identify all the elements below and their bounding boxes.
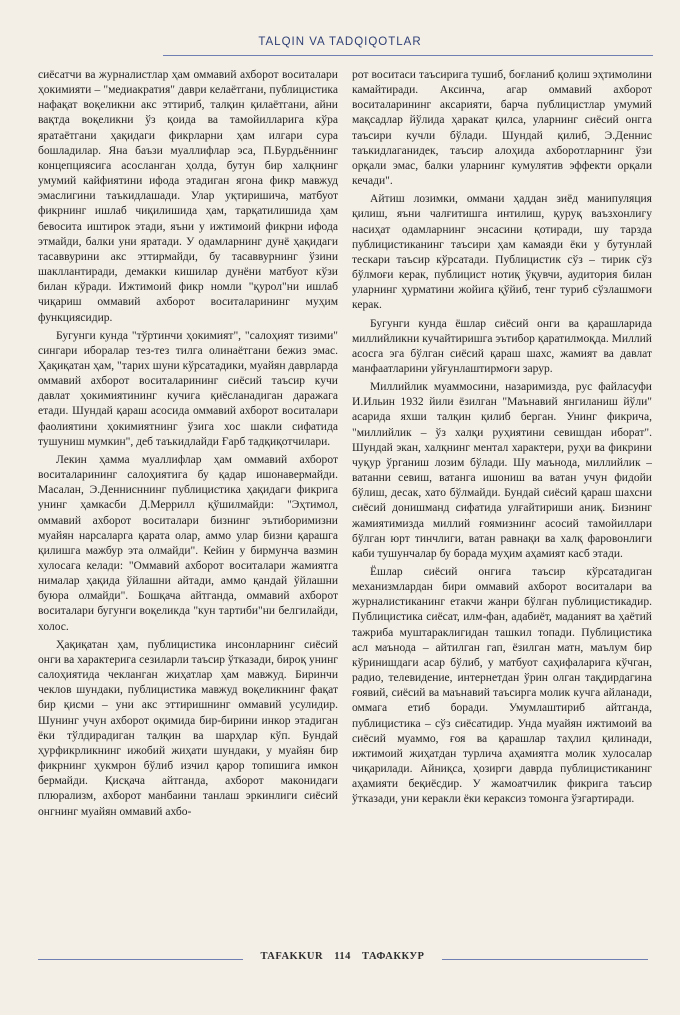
paragraph: Айтиш лозимки, оммани ҳаддан зиёд манипуляция қилиш, яъни чалғитишга интилиш, қуруқ ваъзхонлигу насиҳат одамларнинг энсасини қотиради, шу тарзда публицистиканинг таъсири ҳам камаяди ёки у бутунлай тескари таъсир кўрсатади. Публицистик сўз – тирик сўз бўлмоғи керак, публицист нотиқ ўқувчи, аудитория билан уларнинг ҳурматини жойига қўйиб, тенг туриб сўзлашмоғи керак. [352,193,652,312]
footer-rule-right [442,959,648,960]
paragraph: Ҳақиқатан ҳам, публицистика инсонларнинг сиёсий онги ва характерига сезиларли таъсир ўтказади, бироқ унинг салоҳиятида чекланган жиҳатлар ҳам мавжуд. Биринчи чеклов шундаки, публицистика мавжуд воқеликнинг фақат бир қисми – уни акс эттиришнинг оммавий усулидир. Шунинг учун ахборот оқимида бир-бирини инкор этадиган ёки тўлдирадиган талқин ва шарҳлар кўп. Бундай ҳурфикрликнинг ижобий жиҳати шундаки, у муайян бир фикрнинг ҳукмрон бўлиб изчил қарор топишига имкон бермайди. Қисқача айтганда, ахборот маконидаги плюрализм, ахборот манбаини танлаш эркинлиги сиёсий онгнинг муайян оммавий ахбо- [38,638,338,818]
right-column [352,68,652,948]
footer-magazine-cyrillic: ТАФАККУР [361,951,425,962]
paragraph: Ёшлар сиёсий онгига таъсир кўрсатадиган механизмлардан бири оммавий ахборот воситалари ва журналистиканинг етакчи жанри бўлган публицистикадир. Публицистика сиёсат, илм-фан, адабиёт, маданият ва ҳаётий тажриба муштараклигидан ташкил топади. Публицистика асл маънода – айтилган гап, ёзилган матн, маълум бир кўринишдаги асар бўлиб, у матбуот саҳифаларига кўчган, радио, телевидение, интернетдан ўрин олган тақдирдагина ғоявий, сиёсий ва маънавий таъсирга молик кучга айланади, оммага етиб боради. Умумлаштириб айтганда, публицистика – сўз сиёсатидир. Унда муайян ижтимоий ва сиёсий муаммо, ғоя ва қарашлар таҳлил қилинади, ижтимоий жиҳатдан турлича аҳамиятга молик хулосалар чиқарилади. Айниқса, ҳозирги даврда публицистиканинг аҳамияти беқиёсдир. У жамоатчилик фикрига таъсир ўтказади, уни керакли ёки кераксиз томонга ўзгартиради. [352,566,652,806]
running-header: TALQIN VA TADQIQOTLAR [258,36,422,48]
header-rule [163,55,653,56]
paragraph: рот воситаси таъсирига тушиб, боғланиб қолиш эҳтимолини камайтиради. Аксинча, агар оммавий ахборот воситаларининг аксарияти, барча публицистлар умумий мақсадлар йўлида ҳаракат қилса, уларнинг сиёсий онгга таъсири кучли бўлади. Шундай қилиб, Э.Деннис таъкидлаганидек, таъсир алоҳида ахборотларнинг ўзи орқали эмас, балки уларнинг кумулятив эффекти орқали кечади". [352,69,652,188]
left-column [38,68,338,948]
footer-magazine-latin: TAFAKKUR [260,951,324,962]
footer-rule-left [38,959,243,960]
paragraph: Бугунги кунда "тўртинчи ҳокимият", "салоҳият тизими" сингари иборалар тез-тез тилга олинаётгани бежиз эмас. Ҳақиқатан ҳам, "тарих шуни кўрсатадики, муайян даврларда оммавий ахборот воситаларининг сиёсий таъсир кучи давлат ҳокимиятининг кучига қиёсланадиган даражага етади. Шундай қараш асосида оммавий ахборот воситалари фаолиятини ҳокимиятнинг ўзига хос шакли сифатида тушуниш мумкин", деб таъкидлайди Ғарб тадқиқотчилари. [38,329,338,448]
page-footer [243,951,442,962]
paragraph: Бугунги кунда ёшлар сиёсий онги ва қарашларида миллийликни кучайтиришга эътибор қаратилмоқда. Миллий асосга эга бўлган сиёсий қараш шахс, жамият ва давлат манфаатларини уйғунлаштирмоғи зарур. [352,317,652,375]
paragraph: Лекин ҳамма муаллифлар ҳам оммавий ахборот воситаларининг салоҳиятига бу қадар ишонавермайди. Масалан, Э.Деннисннинг публицистика ҳақидаги фикрига унинг ҳамкасби Д.Меррилл қўшилмайди: "Эҳтимол, оммавий ахборот воситалари бизнинг эътиборимизни муайян нарсаларга қарата олар, аммо улар бизни қарашга қилишга мажбур эта олмайди". Кейин у бирмунча вазмин хулосага келади: "Оммавий ахборот воситалари жамиятга нималар ҳақида ўйлашни айтади, аммо қандай ўйлашни буюра олмайди". Бошқача айтганда, оммавий ахборот воситалари бугунги воқеликда "кун тартиби"ни белгилайди, холос. [38,453,338,633]
paragraph: Миллийлик муаммосини, назаримизда, рус файласуфи И.Ильин 1932 йили ёзилган "Маънавий янгиланиш йўли" асарида яхши талқин қилиб берган. Унинг фикрича, "миллийлик – ўз халқи руҳиятини севишдан иборат". Шундай экан, халқнинг ментал характери, руҳи ва фикрини чуқур ўрганиш лозим бўлади. Шу маънода, миллийлик – ватанни севиш, ватанга ишониш ва ватан учун фидойи бўлиш, десак, хато бўлмайди. Бундай сиёсий қараш шахсни сиёсий донишманд сифатида улғайтириши аниқ. Бизнинг жамиятимизда миллий ғоямизнинг асосий тамойиллари бўлган юрт тинчлиги, ватан равнақи ва халқ фаровонлиги каби тушунчалар бу борада муҳим аҳамият касб этади. [352,381,652,560]
paragraph: сиёсатчи ва журналистлар ҳам оммавий ахборот воситалари ҳокимияти – "медиакратия" даври келаётгани, публицистика нафақат воқеликни акс эттириб, талқин қилаётгани, айни вақтда воқеликни ўз қоида ва тамойилларига кўра яратаётгани ҳақидаги фикрларни ҳам илгари сура бошладилар. Яна баъзи муаллифлар эса, П.Бурдьённинг концепциясига асосланган ҳолда, бутун бир халқнинг умумий кайфиятини ифода этадиган ягона фикр мавжуд эмаслигини таъкидлашади. Улар уқтиришича, матбуот фикрнинг ишлаб чиқилишида ҳам, тарқатилишида ҳам бевосита иштирок этади, яъни у ижтимоий фикрни ифода этмайди, балки уни яратади. У одамларнинг дунё ҳақидаги тасаввурини акс эттирмайди, бу тасаввурнинг ўзини шакллантиради, демакки кишилар дунёни матбуот кўзи билан кўради. Ижтимоий фикр номли "қурол"ни ишлаб чиқариш оммавий ахборот воситаларининг муҳим функциясидир. [38,69,338,324]
page-number: 114 [334,951,351,962]
